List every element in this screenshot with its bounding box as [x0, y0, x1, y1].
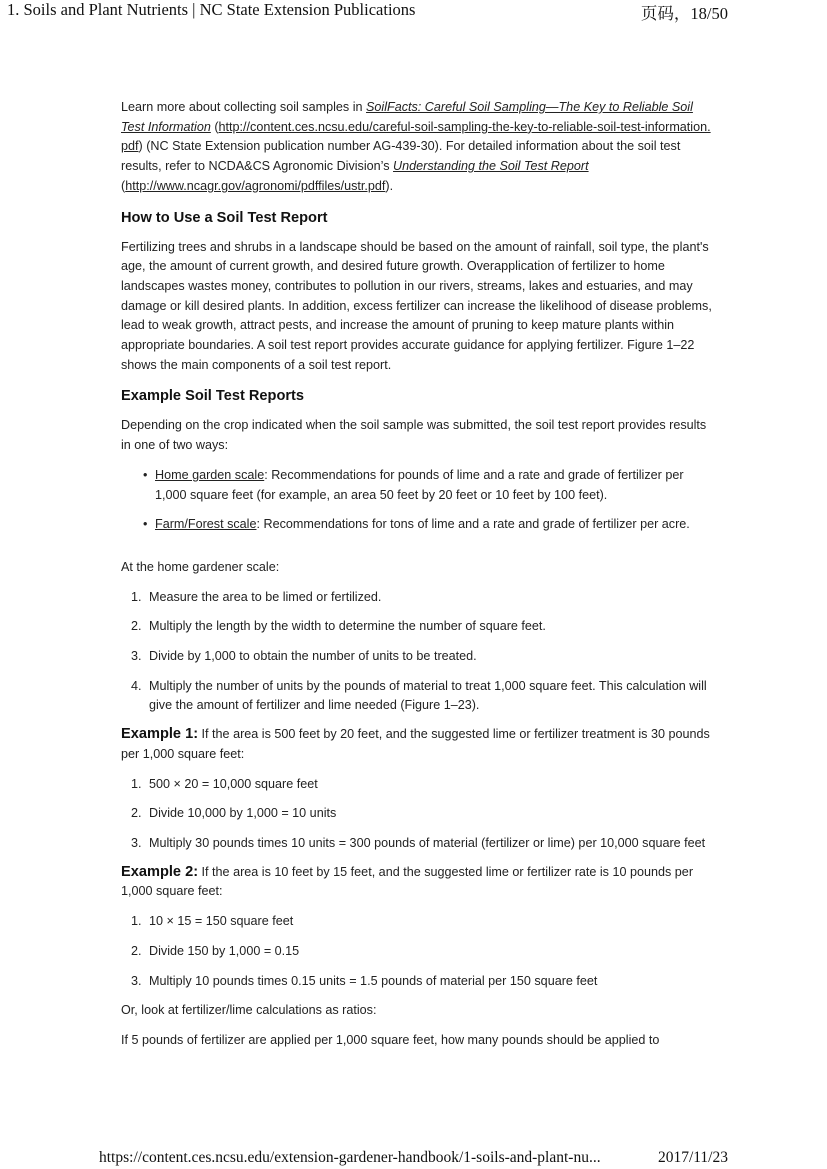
list-item: 2. Divide 10,000 by 1,000 = 10 units — [131, 806, 337, 821]
list-item: 2. Multiply the length by the width to determine the number of square feet. — [131, 619, 546, 634]
example-2-label: Example 2: — [121, 863, 199, 880]
report-scale-list — [121, 466, 713, 535]
soilfacts-url-link[interactable]: http://content.ces.ncsu.edu/careful-soil-sampling-the-key-to-reliable-soil-test-information.pdf — [121, 119, 711, 154]
soil-test-report-link[interactable]: Understanding the Soil Test Report — [393, 159, 589, 174]
list-item: 1. 500 × 20 = 10,000 square feet — [131, 776, 318, 791]
list-item: 2. Divide 150 by 1,000 = 0.15 — [131, 943, 300, 958]
list-item: 3. Multiply 10 pounds times 0.15 units = 1.5 pounds of material per 150 square feet — [131, 973, 598, 988]
home-gardener-steps — [121, 588, 713, 717]
footer-date: 2017/11/23 — [657, 1149, 728, 1166]
example-2-paragraph: Example 2: If the area is 10 feet by 15 feet, and the suggested lime or fertilizer rate is 10 pounds per 1,000 square feet: — [121, 863, 694, 899]
list-item: • Home garden scale: Recommendations for pounds of lime and a rate and grade of fertilizer per 1,000 square feet (for example, an area 50 feet by 20 feet or 10 feet by 100 feet). — [143, 467, 684, 502]
header-page-number: 页码，18/50 — [640, 4, 728, 23]
list-item: 4. Multiply the number of units by the pounds of material to treat 1,000 square feet. This calculation will give the amount of fertilizer and lime needed (Figure 1–23). — [131, 678, 707, 713]
footer-url: https://content.ces.ncsu.edu/extension-gardener-handbook/1-soils-and-plant-nu... — [99, 1149, 601, 1166]
bullet-icon: • — [143, 517, 148, 532]
farm-forest-scale-link[interactable]: Farm/Forest scale — [155, 517, 257, 532]
ratios-intro: Or, look at fertilizer/lime calculations as ratios: — [121, 1003, 377, 1018]
header-title: 1. Soils and Plant Nutrients | NC State Extension Publications — [7, 0, 416, 19]
soilfacts-link[interactable]: SoilFacts: Careful Soil Sampling—The Key to Reliable Soil Test Information — [121, 100, 693, 134]
intro-paragraph: Learn more about collecting soil samples in SoilFacts: Careful Soil Sampling—The Key to Reliable Soil Test Information (http://content.ces.ncsu.edu/careful-soil-sampling-the-key-to-reliable-soil-test-information.pdf) (NC State Extension publication number AG-439-30). For detailed information about the soil test results, refer to NCDA&CS Agronomic Division’s Understanding the Soil Test Report (http://www.ncagr.gov/agronomi/pdffiles/ustr.pdf). — [121, 100, 711, 193]
example-2-steps — [121, 912, 713, 991]
how-to-use-paragraph: Fertilizing trees and shrubs in a landscape should be based on the amount of rainfall, soil type, the plant's age, the amount of current growth, and desired future growth. Overapplication of fertilizer to home landscapes wastes money, contributes to pollution in our rivers, streams, lakes and estuaries, and may damage or kill desired plants. In addition, excess fertilizer can increase the likelihood of disease problems, lead to weak growth, attract pests, and increase the amount of pruning to keep mature plants within appropriate boundaries. A soil test report provides accurate guidance for applying fertilizer. Figure 1–22 shows the main components of a soil test report. — [121, 239, 712, 372]
home-gardener-intro: At the home gardener scale: — [121, 559, 280, 574]
heading-example-reports: Example Soil Test Reports — [121, 388, 305, 405]
example-1-label: Example 1: — [121, 726, 199, 743]
list-item: 1. 10 × 15 = 150 square feet — [131, 914, 294, 929]
heading-how-to-use: How to Use a Soil Test Report — [121, 209, 328, 226]
example-1-steps — [121, 775, 713, 854]
list-item: • Farm/Forest scale: Recommendations for tons of lime and a rate and grade of fertilizer per acre. — [121, 515, 713, 535]
bullet-icon: • — [143, 467, 148, 482]
list-item: 1. Measure the area to be limed or fertilized. — [131, 589, 382, 604]
list-item: 3. Divide by 1,000 to obtain the number of units to be treated. — [131, 649, 477, 664]
article-body — [121, 97, 713, 1051]
example-1-paragraph: Example 1: If the area is 500 feet by 20 feet, and the suggested lime or fertilizer treatment is 30 pounds per 1,000 square feet: — [121, 726, 710, 761]
ratios-question: If 5 pounds of fertilizer are applied per 1,000 square feet, how many pounds should be applied to — [121, 1032, 660, 1047]
list-item: 3. Multiply 30 pounds times 10 units = 300 pounds of material (fertilizer or lime) per 10,000 square feet — [131, 835, 706, 850]
example-reports-paragraph: Depending on the crop indicated when the soil sample was submitted, the soil test report provides results in one of two ways: — [121, 418, 707, 453]
ustr-url-link[interactable]: http://www.ncagr.gov/agronomi/pdffiles/ustr.pdf — [125, 178, 386, 193]
home-garden-scale-link[interactable]: Home garden scale — [155, 467, 265, 482]
